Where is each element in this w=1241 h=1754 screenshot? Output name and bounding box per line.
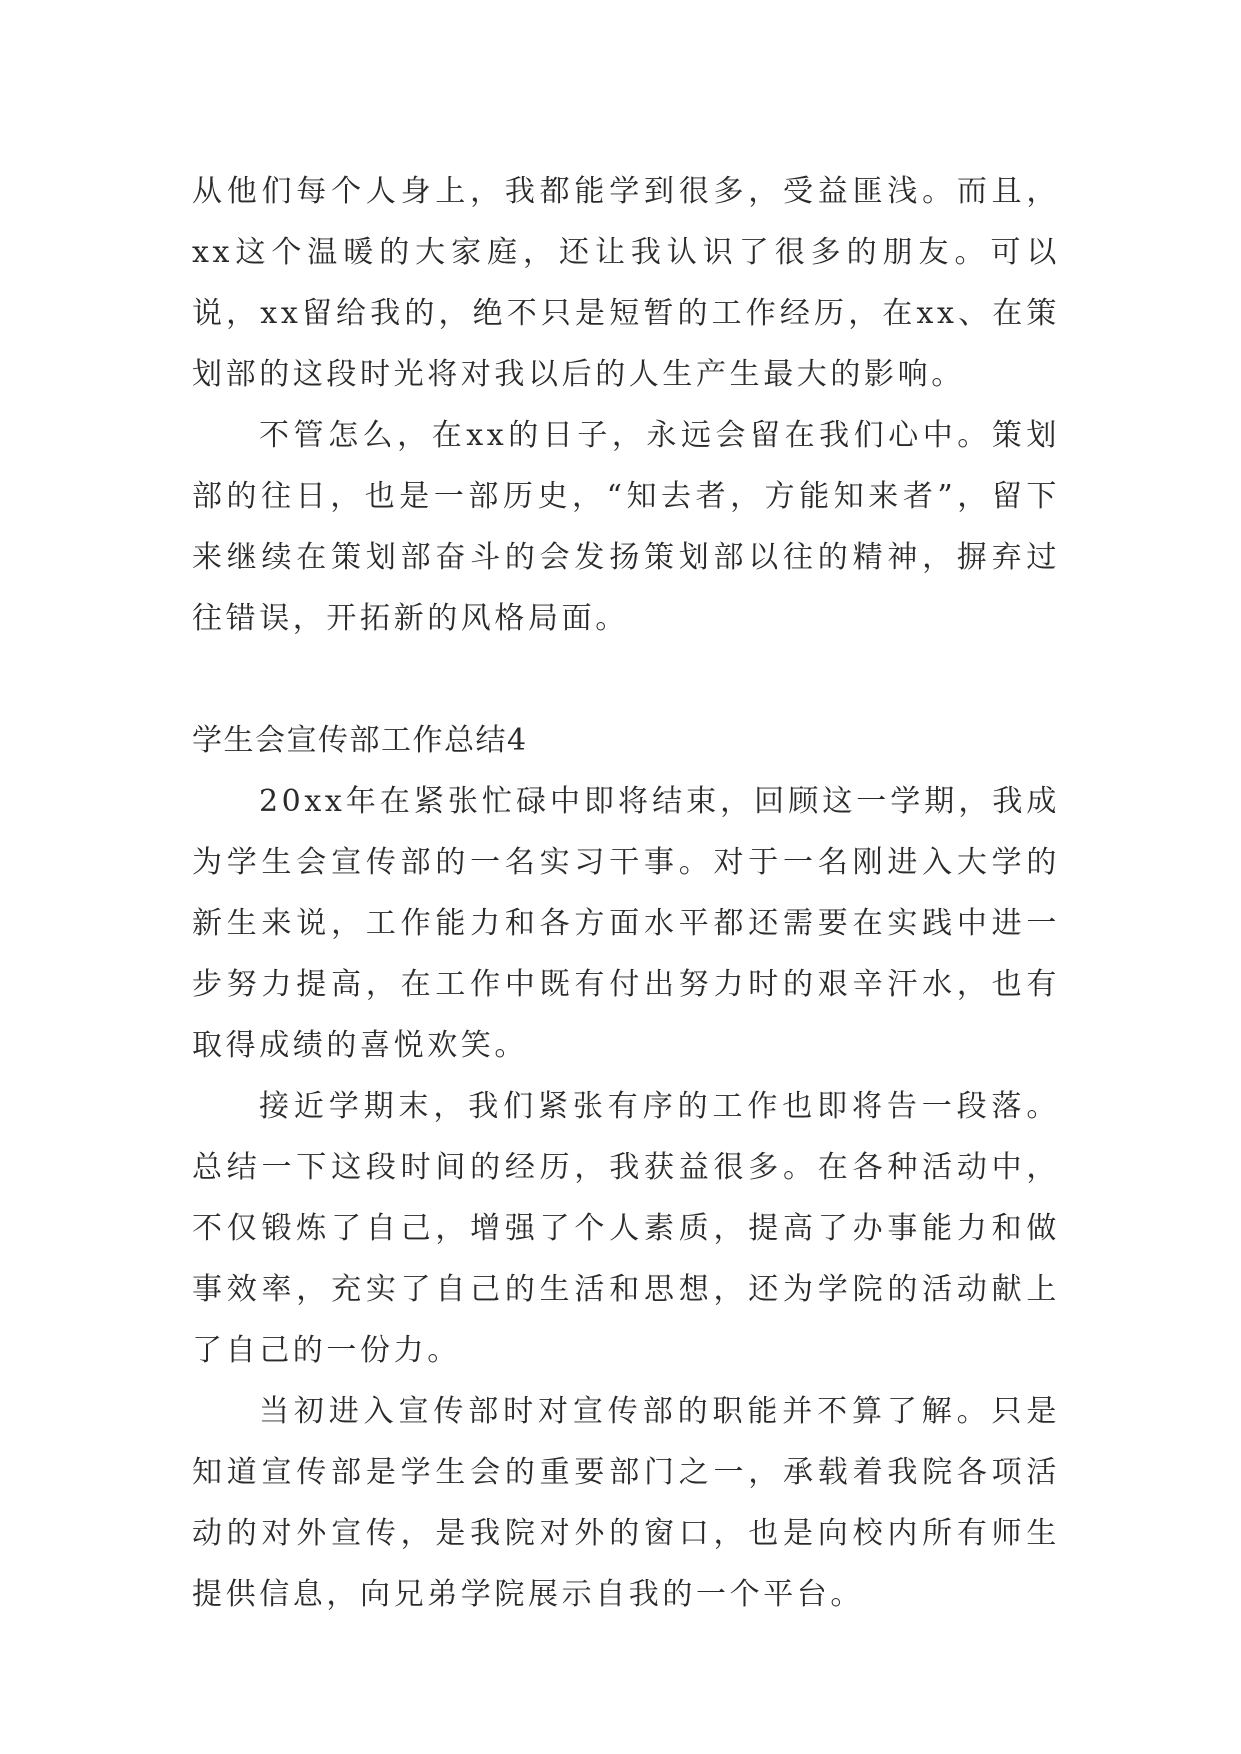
paragraph-5: 当初进入宣传部时对宣传部的职能并不算了解。只是知道宣传部是学生会的重要部门之一，承载着我院各项活动的对外宣传，是我院对外的窗口，也是向校内所有师生提供信息，向兄弟学院展示自我的一个平台。 [192, 1394, 1060, 1612]
document-body [192, 161, 1060, 1625]
paragraph-4: 接近学期末，我们紧张有序的工作也即将告一段落。总结一下这段时间的经历，我获益很多。在各种活动中，不仅锻炼了自己，增强了个人素质，提高了办事能力和做事效率，充实了自己的生活和思想，还为学院的活动献上了自己的一份力。 [192, 1089, 1060, 1368]
paragraph-3: 20xx年在紧张忙碌中即将结束，回顾这一学期，我成为学生会宣传部的一名实习干事。对于一名刚进入大学的新生来说，工作能力和各方面水平都还需要在实践中进一步努力提高，在工作中既有付出努力时的艰辛汗水，也有取得成绩的喜悦欢笑。 [192, 784, 1060, 1063]
paragraph-2: 不管怎么，在xx的日子，永远会留在我们心中。策划部的往日，也是一部历史，“知去者，方能知来者”，留下来继续在策划部奋斗的会发扬策划部以往的精神，摒弃过往错误，开拓新的风格局面。 [192, 418, 1060, 636]
paragraph-1: 从他们每个人身上，我都能学到很多，受益匪浅。而且，xx这个温暖的大家庭，还让我认识了很多的朋友。可以说，xx留给我的，绝不只是短暂的工作经历，在xx、在策划部的这段时光将对我以后的人生产生最大的影响。 [192, 174, 1060, 392]
section-heading: 学生会宣传部工作总结4 [192, 723, 528, 758]
